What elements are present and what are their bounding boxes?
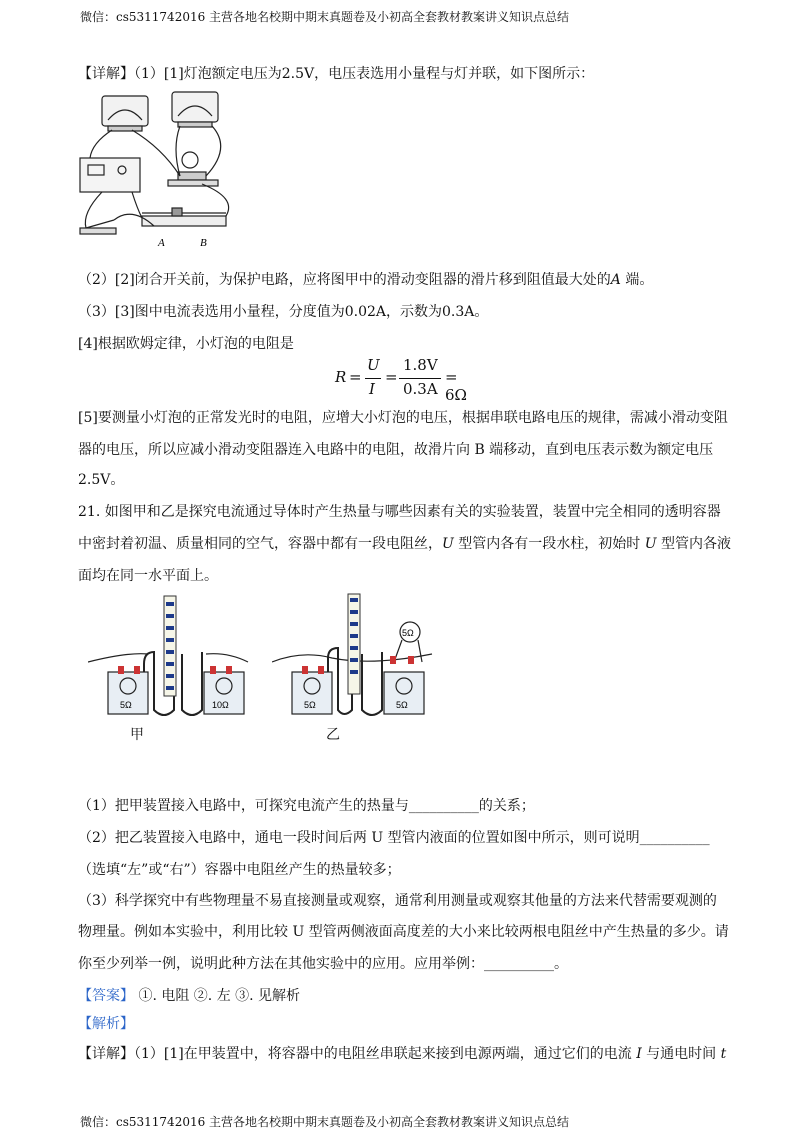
question-21-part-3-line-1: （3）科学探究中有些物理量不易直接测量或观察，通常利用测量或观察其他量的方法来代替需要观测的	[78, 893, 717, 909]
voltmeter	[172, 92, 218, 122]
detail-line-3: （3）[3]图中电流表选用小量程，分度值为0.02A，示数为0.3A。	[78, 304, 489, 320]
yi-resistor-right: 5Ω	[396, 700, 408, 710]
question-21-part-1: （1）把甲装置接入电路中，可探究电流产生的热量与__________的关系；	[78, 798, 535, 814]
detail-line-5: [5]要测量小灯泡的正常发光时的电阻，应增大小灯泡的电压，根据串联电路电压的规律，需减小滑动变阻	[78, 410, 728, 426]
u-tube-yi-column	[348, 594, 360, 694]
detail-line-4: [4]根据欧姆定律，小灯泡的电阻是	[78, 336, 294, 352]
jia-resistor-10: 10Ω	[212, 700, 229, 710]
apparatus-jia	[88, 592, 268, 722]
ammeter	[102, 96, 148, 126]
detail-line-2: （2）[2]闭合开关前，为保护电路，应将图甲中的滑动变阻器的滑片移到阻值最大处的A 端。	[78, 272, 654, 288]
circuit-figure	[72, 88, 252, 248]
page-footer: 微信：cs5311742016 主营各地名校期中期末真题卷及小初高全套教材教案讲义知识点总结	[80, 1115, 570, 1129]
detail-line-6: 器的电压，所以应减小滑动变阻器连入电路中的电阻，故滑片向 B 端移动，直到电压表示数为额定电压	[78, 442, 714, 458]
question-21-line-2: 中密封着初温、质量相同的空气，容器中都有一段电阻丝，U 型管内各有一段水柱，初始时 U 型管内各液	[78, 536, 731, 552]
rheostat-label-b: B	[200, 237, 207, 248]
caption-yi: 乙	[326, 727, 340, 743]
caption-jia: 甲	[130, 727, 144, 743]
question-21-line-3: 面均在同一水平面上。	[78, 568, 218, 584]
answer-line: 【答案】 ①. 电阻 ②. 左 ③. 见解析	[78, 988, 301, 1004]
rheostat	[142, 216, 226, 226]
question-21-line-1: 21. 如图甲和乙是探究电流通过导体时产生热量与哪些因素有关的实验装置，装置中完全相同的透明容器	[78, 504, 721, 520]
yi-resistor-left: 5Ω	[304, 700, 316, 710]
detail-line-1: 【详解】（1）[1]灯泡额定电压为2.5V，电压表选用小量程与灯并联，如下图所示：	[78, 66, 595, 82]
switch	[80, 228, 116, 234]
answer-tag: 【答案】	[78, 988, 134, 1004]
detail-line-7: 2.5V。	[78, 472, 125, 488]
question-21-part-3-line-3: 你至少列举一例，说明此种方法在其他实验中的应用。应用举例：__________。	[78, 956, 568, 972]
apparatus-yi	[272, 592, 442, 722]
yi-resistor-external: 5Ω	[402, 628, 414, 638]
ohm-formula: R = U I = 1.8V 0.3A = 6Ω	[335, 356, 467, 404]
jia-resistor-5: 5Ω	[120, 700, 132, 710]
u-tube-left-column	[164, 596, 176, 696]
question-21-part-2: （2）把乙装置接入电路中，通电一段时间后两 U 型管内液面的位置如图中所示，则可说明__________	[78, 830, 710, 846]
analysis-detail-line: 【详解】（1）[1]在甲装置中，将容器中的电阻丝串联起来接到电源两端，通过它们的电流 I 与通电时间 t	[78, 1046, 727, 1062]
question-21-part-2-cont: （选填“左”或“右”）容器中电阻丝产生的热量较多；	[78, 862, 401, 878]
page-header: 微信：cs5311742016 主营各地名校期中期末真题卷及小初高全套教材教案讲义知识点总结	[80, 10, 570, 24]
analysis-tag: 【解析】	[78, 1016, 134, 1032]
rheostat-label-a: A	[158, 237, 165, 248]
question-21-part-3-line-2: 物理量。例如本实验中，利用比较 U 型管两侧液面高度差的大小来比较两根电阻丝中产生热量的多少。请	[78, 924, 729, 940]
light-bulb	[182, 152, 198, 168]
